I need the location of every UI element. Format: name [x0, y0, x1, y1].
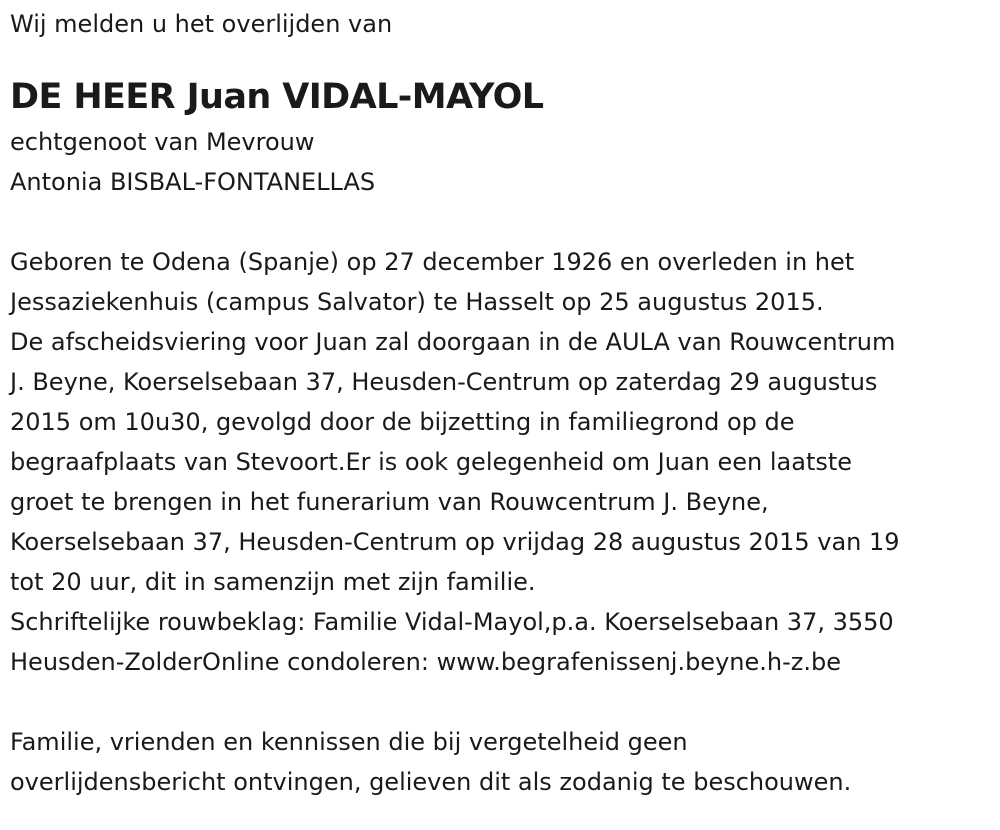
details-line: groet te brengen in het funerarium van Rouwcentrum J. Beyne, — [10, 488, 769, 516]
details-line: J. Beyne, Koerselsebaan 37, Heusden-Centrum op zaterdag 29 augustus — [10, 368, 878, 396]
closing-line: overlijdensbericht ontvingen, gelieven dit als zodanig te beschouwen. — [10, 768, 852, 796]
details-line: tot 20 uur, dit in samenzijn met zijn familie. — [10, 568, 536, 596]
details-line: Koerselsebaan 37, Heusden-Centrum op vrijdag 28 augustus 2015 van 19 — [10, 528, 900, 556]
details-line: begraafplaats van Stevoort.Er is ook gelegenheid om Juan een laatste — [10, 448, 853, 476]
deceased-name: DE HEER Juan VIDAL-MAYOL — [10, 77, 544, 117]
spouse-name: Antonia BISBAL-FONTANELLAS — [10, 168, 376, 196]
spouse-line: echtgenoot van Mevrouw — [10, 128, 315, 156]
death-notice — [10, 0, 995, 802]
details-line: Geboren te Odena (Spanje) op 27 december 1926 en overleden in het — [10, 248, 855, 276]
details-line: De afscheidsviering voor Juan zal doorgaan in de AULA van Rouwcentrum — [10, 328, 896, 356]
details-block — [10, 242, 995, 682]
intro-text: Wij melden u het overlijden van — [10, 10, 393, 38]
details-line: Heusden-ZolderOnline condoleren: www.begrafenissenj.beyne.h-z.be — [10, 648, 841, 676]
closing-block — [10, 722, 995, 802]
details-line: Schriftelijke rouwbeklag: Familie Vidal-Mayol,p.a. Koerselsebaan 37, 3550 — [10, 608, 894, 636]
spouse-block — [10, 122, 995, 202]
details-line: 2015 om 10u30, gevolgd door de bijzetting in familiegrond op de — [10, 408, 795, 436]
details-line: Jessaziekenhuis (campus Salvator) te Hasselt op 25 augustus 2015. — [10, 288, 824, 316]
closing-line: Familie, vrienden en kennissen die bij vergetelheid geen — [10, 728, 688, 756]
